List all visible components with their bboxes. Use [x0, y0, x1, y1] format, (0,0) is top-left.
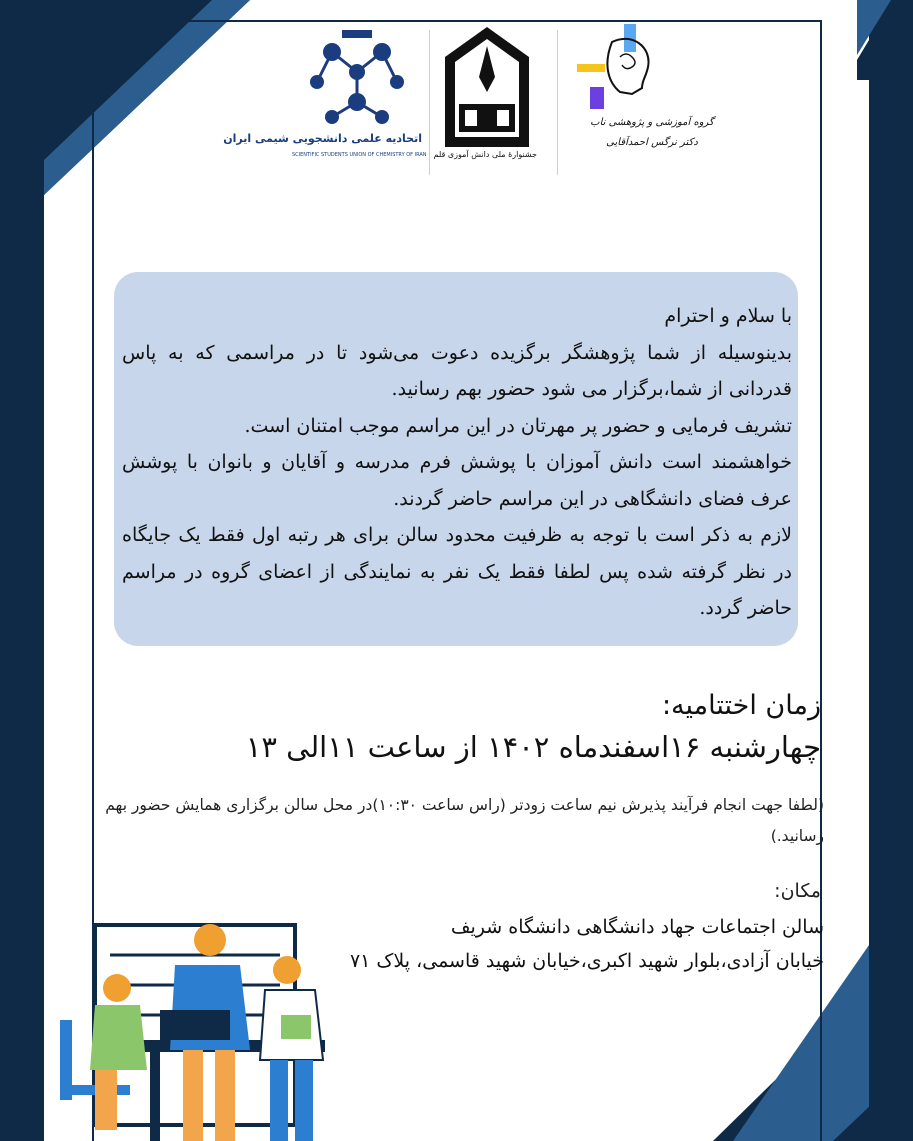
- nab-logo-caption: گروه آموزشی و پژوهشی ناب: [590, 117, 714, 128]
- brain-puzzle-logo: [572, 22, 722, 172]
- qalam-logo-caption: جشنوارهٔ ملی دانش آموزی قلم: [433, 150, 537, 159]
- pen-shield-icon: [437, 22, 537, 152]
- capacity-line: لازم به ذکر است با توجه به ظرفیت محدود سالن برای هر رتبه اول فقط یک جایگاه در نظر گرفته شده پس لطفا فقط یک نفر به نمایندگی از اعضای گروه در مراسم حاضر گردد.: [122, 524, 792, 619]
- chemistry-logo-subcaption: SCIENTIFIC STUDENTS UNION OF CHEMISTRY OF IRAN: [292, 152, 427, 158]
- top-right-corner-decoration: [813, 0, 913, 80]
- team-illustration: [55, 910, 340, 1141]
- logo-divider: [557, 30, 558, 175]
- time-value: چهارشنبه ۱۶اسفندماه ۱۴۰۲ از ساعت ۱۱الی ۱۳: [245, 730, 821, 764]
- qalam-pen-logo: [433, 22, 542, 172]
- nab-logo-subcaption: دکتر نرگس احمدآقایی: [606, 137, 698, 148]
- logo-divider: [429, 30, 430, 175]
- brain-head-icon: [572, 22, 662, 117]
- invitation-message: [122, 298, 792, 627]
- dress-code-line: خواهشمند است دانش آموزان با پوشش فرم مدرسه و آقایان و بانوان با پوشش عرف فضای دانشگاهی در این مراسم حاضر گردند.: [122, 451, 792, 510]
- venue-line: سالن اجتماعات جهاد دانشگاهی دانشگاه شریف: [450, 916, 824, 938]
- location-label: مکان:: [774, 880, 821, 902]
- time-label: زمان اختتامیه:: [661, 690, 821, 721]
- location-details: [300, 910, 824, 978]
- greeting-line: با سلام و احترام: [664, 305, 792, 327]
- address-line: خیابان آزادی،بلوار شهید اکبری،خیابان شهید قاسمی، پلاک ۷۱: [349, 950, 824, 972]
- molecule-icon: [292, 22, 422, 132]
- gratitude-line: تشریف فرمایی و حضور پر مهرتان در این مراسم موجب امتنان است.: [244, 414, 792, 437]
- invitation-line: بدینوسیله از شما پژوهشگر برگزیده دعوت می‌شود تا در مراسمی که به پاس قدردانی از شما،برگزار می شود حضور بهم رسانید.: [122, 341, 792, 400]
- chemistry-logo-caption: اتحادیه علمی دانشجویی شیمی ایران: [223, 132, 422, 145]
- arrival-note: (لطفا جهت انجام فرآیند پذیرش نیم ساعت زودتر (راس ساعت ۱۰:۳۰)در محل سالن برگزاری همایش حضور بهم رسانید.): [105, 796, 824, 845]
- logo-row: [223, 22, 722, 172]
- chemistry-molecule-logo: [223, 22, 427, 172]
